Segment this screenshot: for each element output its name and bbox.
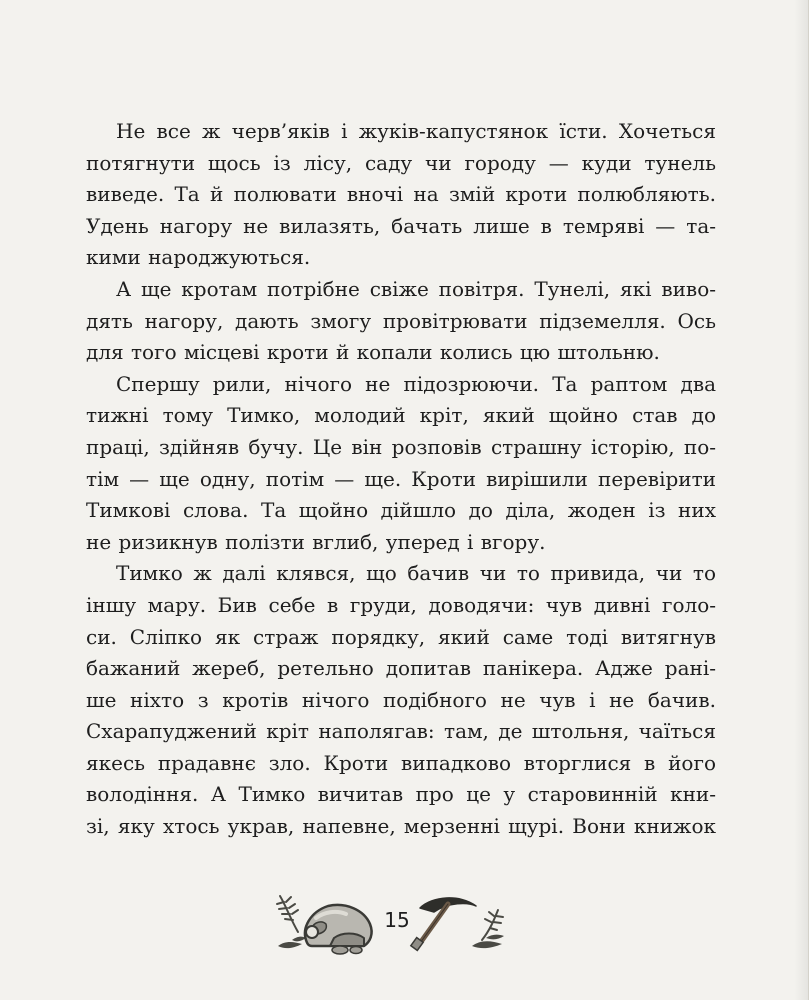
text-line: якесь прадавнє зло. Кроти випадково вторглися в його xyxy=(86,750,716,775)
text-line: володіння. А Тимко вичитав про це у старовинній кни- xyxy=(86,782,716,807)
paragraph-4 xyxy=(86,558,716,842)
text-line: іншу мару. Бив себе в груди, доводячи: чув дивні голо- xyxy=(86,592,716,617)
sprig-icon xyxy=(278,937,306,948)
text-line: праці, здійняв бучу. Це він розповів страшну історію, по- xyxy=(86,434,716,459)
paragraph-1 xyxy=(86,116,716,274)
text-line: си. Сліпко як страж порядку, який саме тоді витягнув xyxy=(86,624,716,649)
paragraph-2 xyxy=(86,274,716,369)
text-line: виведе. Та й полювати вночі на змій кроти полюбляють. xyxy=(86,182,716,207)
page-number: 15 xyxy=(384,908,410,932)
text-line: тім — ще одну, потім — ще. Кроти вирішили перевірити xyxy=(86,466,716,491)
text-line: Спершу рили, нічого не підозрюючи. Та раптом два xyxy=(116,371,716,396)
text-line: тижні тому Тимко, молодий кріт, який щойно став до xyxy=(86,403,716,428)
text-line: для того місцеві кроти й копали колись цю штольню. xyxy=(86,340,660,365)
sprig-icon xyxy=(472,935,504,948)
text-line: Не все ж черв’яків і жуків-капустянок їсти. Хочеться xyxy=(116,119,716,143)
rock-icon xyxy=(305,905,372,954)
text-line: Схарапуджений кріт наполягав: там, де штольня, чаїться xyxy=(86,719,716,744)
pickaxe-icon xyxy=(411,898,476,950)
paragraph-3 xyxy=(86,369,716,559)
text-line: бажаний жереб, ретельно допитав панікера. Адже рані- xyxy=(86,656,716,681)
text-line: кими народжуються. xyxy=(86,245,311,270)
text-line: Удень нагору не вилазять, бачать лише в темряві — та- xyxy=(86,213,716,238)
sprig-icon xyxy=(277,896,298,932)
text-line: зі, яку хтось украв, напевне, мерзенні щурі. Вони книжок xyxy=(86,814,716,839)
text-line: не ризикнув полізти вглиб, уперед і вгору. xyxy=(86,529,546,554)
text-line: Тимкові слова. Та щойно дійшло до діла, жоден із них xyxy=(86,498,716,523)
text-line: А ще кротам потрібне свіже повітря. Тунелі, які виво- xyxy=(116,276,716,301)
text-line: дять нагору, дають змогу провітрювати підземелля. Ось xyxy=(86,308,716,333)
text-line: ше ніхто з кротів нічого подібного не чув і не бачив. xyxy=(86,687,716,712)
text-line: Тимко ж далі клявся, що бачив чи то привида, чи то xyxy=(116,561,716,586)
body-text xyxy=(86,116,716,843)
text-line: потягнути щось із лісу, саду чи городу — куди тунель xyxy=(86,150,716,175)
